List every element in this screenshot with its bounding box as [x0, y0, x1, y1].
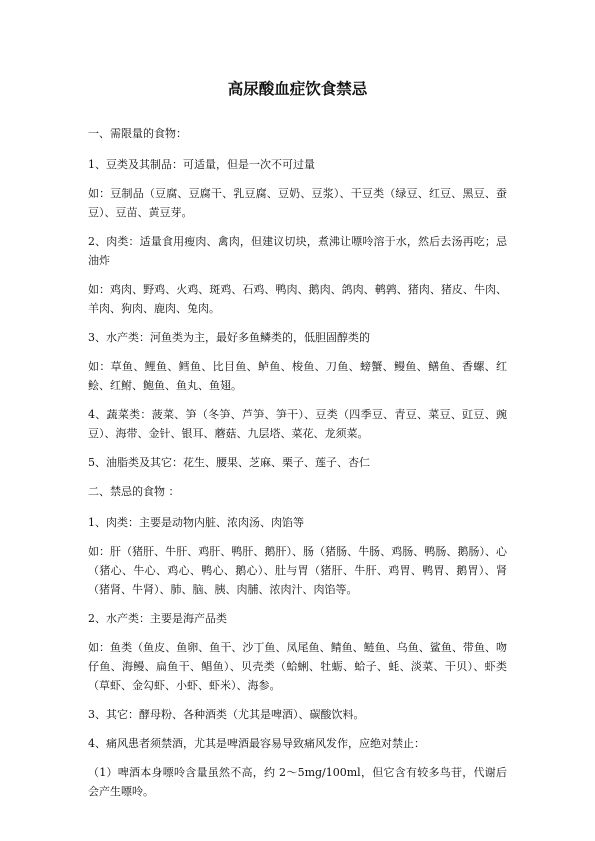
- paragraph: 如：肝（猪肝、牛肝、鸡肝、鸭肝、鹅肝）、肠（猪肠、牛肠、鸡肠、鸭肠、鹅肠）、心（猪心、牛心、鸡心、鸭心、鹅心）、肚与胃（猪肝、牛肝、鸡胃、鸭胃、鹅胃）、肾（猪肾、牛肾）、肺、脑、胰、肉脯、浓肉汁、肉馅等。: [88, 545, 507, 596]
- paragraph: 如：鸡肉、野鸡、火鸡、斑鸡、石鸡、鸭肉、鹅肉、鸽肉、鹌鹑、猪肉、猪皮、牛肉、羊肉、狗肉、鹿肉、兔肉。: [88, 283, 507, 315]
- section-heading-limited: 一、需限量的食物：: [88, 127, 187, 140]
- section-heading-forbidden: 二、禁忌的食物 ：: [88, 485, 180, 498]
- paragraph: 3、水产类：河鱼类为主，最好多鱼鳞类的，低胆固醇类的: [88, 331, 370, 344]
- paragraph: 2、肉类：适量食用瘦肉、禽肉，但建议切块，煮沸让嘌呤溶于水，然后去汤再吃；忌油炸: [88, 235, 507, 267]
- paragraph: 2、水产类：主要是海产品类: [88, 612, 227, 625]
- paragraph: 1、肉类：主要是动物内脏、浓肉汤、肉馅等: [88, 516, 304, 529]
- paragraph: 如：豆制品（豆腐、豆腐干、乳豆腐、豆奶、豆浆）、干豆类（绿豆、红豆、黑豆、蚕豆）、豆苗、黄豆芽。: [88, 187, 507, 219]
- paragraph: 1、豆类及其制品：可适量，但是一次不可过量: [88, 158, 315, 171]
- paragraph: 如：鱼类（鱼皮、鱼卵、鱼干、沙丁鱼、凤尾鱼、鲭鱼、鲢鱼、乌鱼、鲨鱼、带鱼、吻仔鱼、海鳗、扁鱼干、鲳鱼）、贝壳类（蛤蜊、牡蛎、蛤子、蚝、淡菜、干贝）、虾类（草虾、金勾虾、小虾、虾米）、海参。: [88, 641, 507, 692]
- paragraph: 5、油脂类及其它：花生、腰果、芝麻、栗子、莲子、杏仁: [88, 456, 370, 469]
- paragraph: 4、蔬菜类：菠菜、笋（冬笋、芦笋、笋干）、豆类（四季豆、青豆、菜豆、豇豆、豌豆）、海带、金针、银耳、蘑菇、九层塔、菜花、龙须菜。: [88, 408, 507, 440]
- paragraph: 4、痛风患者须禁酒，尤其是啤酒最容易导致痛风发作，应绝对禁止：: [88, 737, 425, 750]
- paragraph: （1）啤酒本身嘌呤含量虽然不高，约 2～5mg/100ml，但它含有较多鸟苷，代谢后会产生嘌呤。: [88, 766, 507, 798]
- paragraph: 3、其它：酵母粉、各种酒类（尤其是啤酒）、碳酸饮料。: [88, 708, 365, 721]
- document-title: 高尿酸血症饮食禁忌: [227, 80, 368, 98]
- paragraph: 如：草鱼、鲤鱼、鳕鱼、比目鱼、鲈鱼、梭鱼、刀鱼、螃蟹、鳗鱼、鳝鱼、香螺、红鲙、红鲋、鲍鱼、鱼丸、鱼翅。: [88, 360, 507, 392]
